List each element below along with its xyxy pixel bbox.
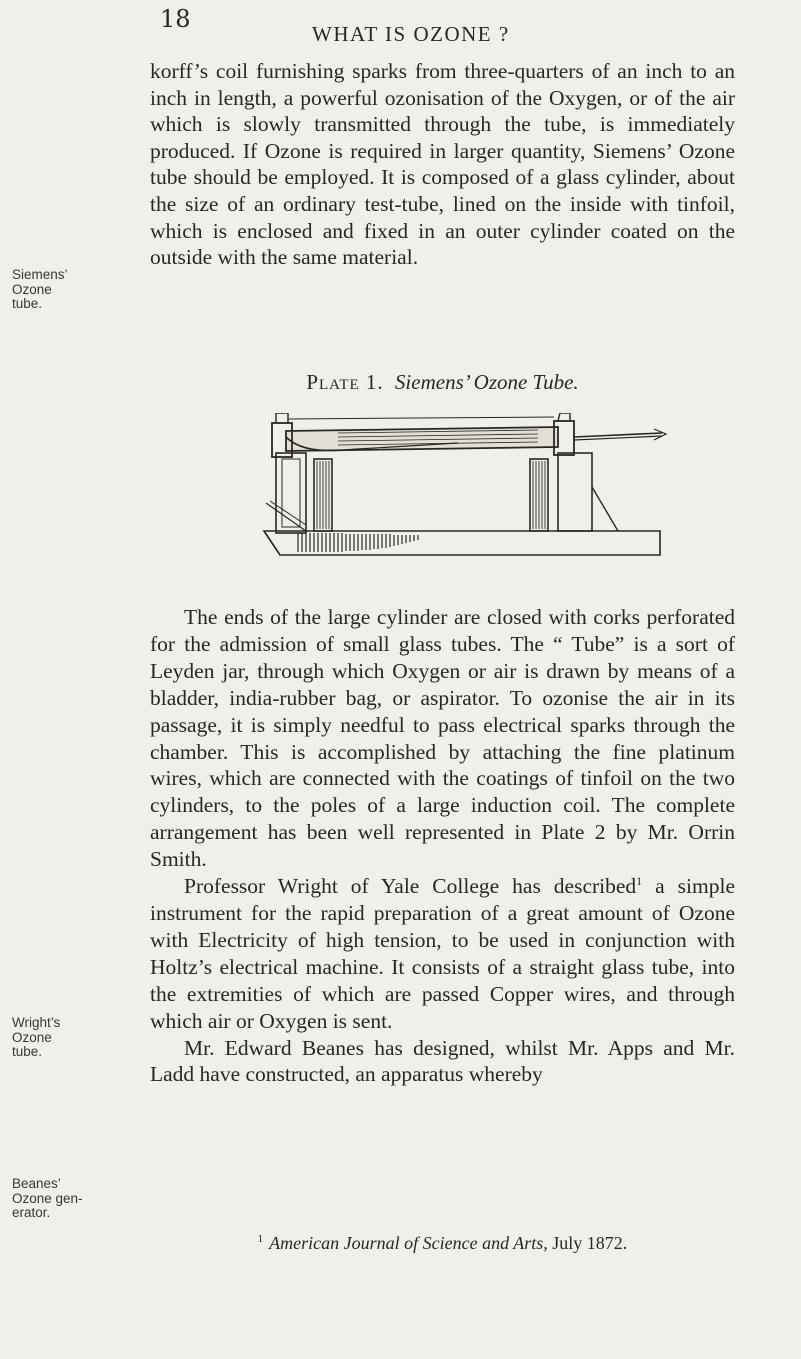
body-text-bottom	[150, 604, 735, 1088]
margin-note-wright	[12, 1016, 86, 1060]
footnote-reference: 1	[636, 873, 643, 888]
paragraph-3	[150, 873, 735, 1034]
plate-illustration	[258, 413, 672, 559]
margin-note-line: Ozone	[12, 281, 52, 297]
paragraph-3-text-a: Professor Wright of Yale College has described	[184, 874, 637, 899]
plate-caption	[150, 370, 735, 395]
running-head: WHAT IS OZONE ?	[312, 22, 510, 46]
margin-note-line: tube.	[12, 296, 43, 311]
footnote	[150, 1233, 735, 1254]
footnote-source: American Journal of Science and Arts,	[269, 1233, 548, 1253]
margin-note-line: tube.	[12, 1044, 43, 1059]
margin-note-line: Siemens’	[12, 267, 68, 282]
footnote-mark: 1	[257, 1233, 264, 1245]
plate-title: Siemens’ Ozone Tube.	[394, 370, 579, 394]
footnote-date: July 1872.	[547, 1233, 628, 1253]
paragraph-1: korff’s coil furnishing sparks from three-quarters of an inch to an inch in length, a powerful ozonisation of the Oxygen, or of the air which is slowly transmitted through the tube, is immediately produced. If Ozone is required in larger quantity, Siemens’ Ozone tube should be employed. It is composed of a glass cylinder, about the size of an ordinary test-tube, lined on the inside with tinfoil, which is enclosed and fixed in an outer cylinder coated on the outside with the same material.	[150, 59, 735, 270]
margin-note-beanes	[12, 1177, 86, 1221]
paragraph-2: The ends of the large cylinder are closed with corks perforated for the admission of small glass tubes. The “ Tube” is a sort of Leyden jar, through which Oxygen or air is drawn by means of a bladder, india-rubber bag, or aspirator. To ozonise the air in its passage, it is simply needful to pass electrical sparks through the chamber. This is accomplished by attaching the fine platinum wires, which are connected with the coatings of tinfoil on the two cylinders, to the poles of a large induction coil. The complete arrangement has been well represented in Plate 2 by Mr. Orrin Smith.	[150, 605, 735, 872]
margin-note-line: Beanes’	[12, 1176, 61, 1191]
ozone-tube-illustration	[258, 413, 672, 559]
margin-note-siemens	[12, 268, 86, 312]
page-number: 18	[160, 5, 191, 33]
margin-note-line: erator.	[12, 1205, 51, 1220]
plate-label: Plate 1.	[306, 370, 384, 394]
margin-note-line: Ozone gen-	[12, 1190, 83, 1206]
paragraph-3-text-b: a simple instrument for the rapid preparation of a great amount of Ozone with Electricity of high tension, to be used in conjunction with Holtz’s electrical machine. It consists of a straight glass tube, into the extremities of which are passed Copper wires, and through which air or Oxygen is sent.	[150, 874, 735, 1033]
paragraph-4: Mr. Edward Beanes has designed, whilst Mr. Apps and Mr. Ladd have constructed, an apparatus whereby	[150, 1035, 735, 1087]
margin-note-line: Wright’s	[12, 1015, 61, 1030]
margin-note-line: Ozone	[12, 1029, 52, 1045]
body-text-top	[150, 58, 735, 271]
